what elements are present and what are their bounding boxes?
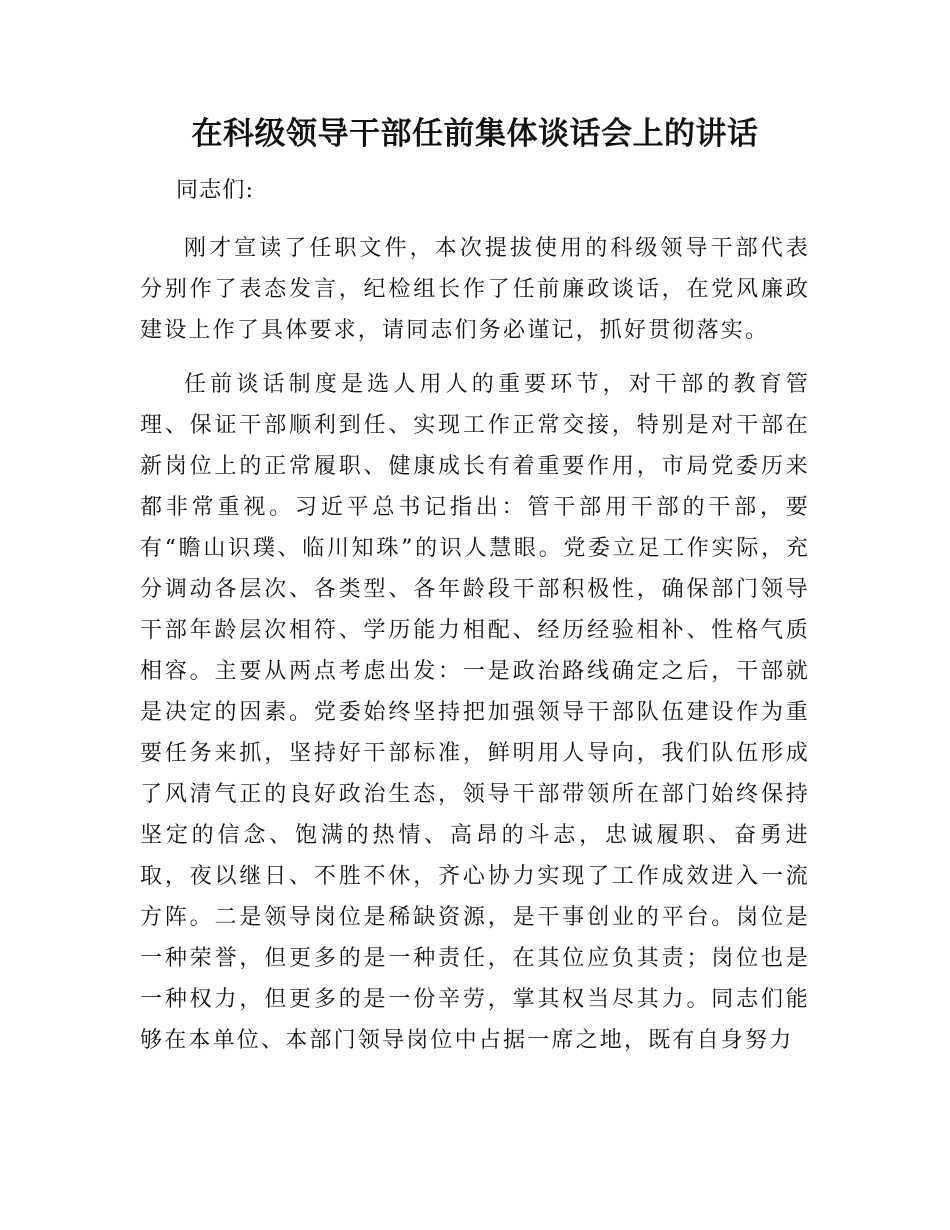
paragraph-2: 任前谈话制度是选人用人的重要环节，对干部的教育管理、保证干部顺利到任、实现工作正常交接，特别是对干部在新岗位上的正常履职、健康成长有着重要作用，市局党委历来都非常重视。习近平总书记指出：管干部用干部的干部，要有“瞻山识璞、临川知珠”的识人慧眼。党委立足工作实际，充分调动各层次、各类型、各年龄段干部积极性，确保部门领导干部年龄层次相符、学历能力相配、经历经验相补、性格气质相容。主要从两点考虑出发：一是政治路线确定之后，干部就是决定的因素。党委始终坚持把加强领导干部队伍建设作为重要任务来抓，坚持好干部标准，鲜明用人导向，我们队伍形成了风清气正的良好政治生态，领导干部带领所在部门始终保持坚定的信念、饱满的热情、高昂的斗志，忠诚履职、奋勇进取，夜以继日、不胜不休，齐心协力实现了工作成效进入一流方阵。二是领导岗位是稀缺资源，是干事创业的平台。岗位是一种荣誉，但更多的是一种责任，在其位应负其责；岗位也是一种权力，但更多的是一份辛劳，掌其权当尽其力。同志们能够在本单位、本部门领导岗位中占据一席之地，既有自身努力	[140, 372, 810, 1053]
salutation: 同志们:	[176, 178, 255, 203]
paragraph-1: 刚才宣读了任职文件，本次提拔使用的科级领导干部代表分别作了表态发言，纪检组长作了任前廉政谈话，在党风廉政建设上作了具体要求，请同志们务必谨记，抓好贯彻落实。	[140, 236, 810, 343]
document-title: 在科级领导干部任前集体谈话会上的讲话	[191, 116, 759, 152]
